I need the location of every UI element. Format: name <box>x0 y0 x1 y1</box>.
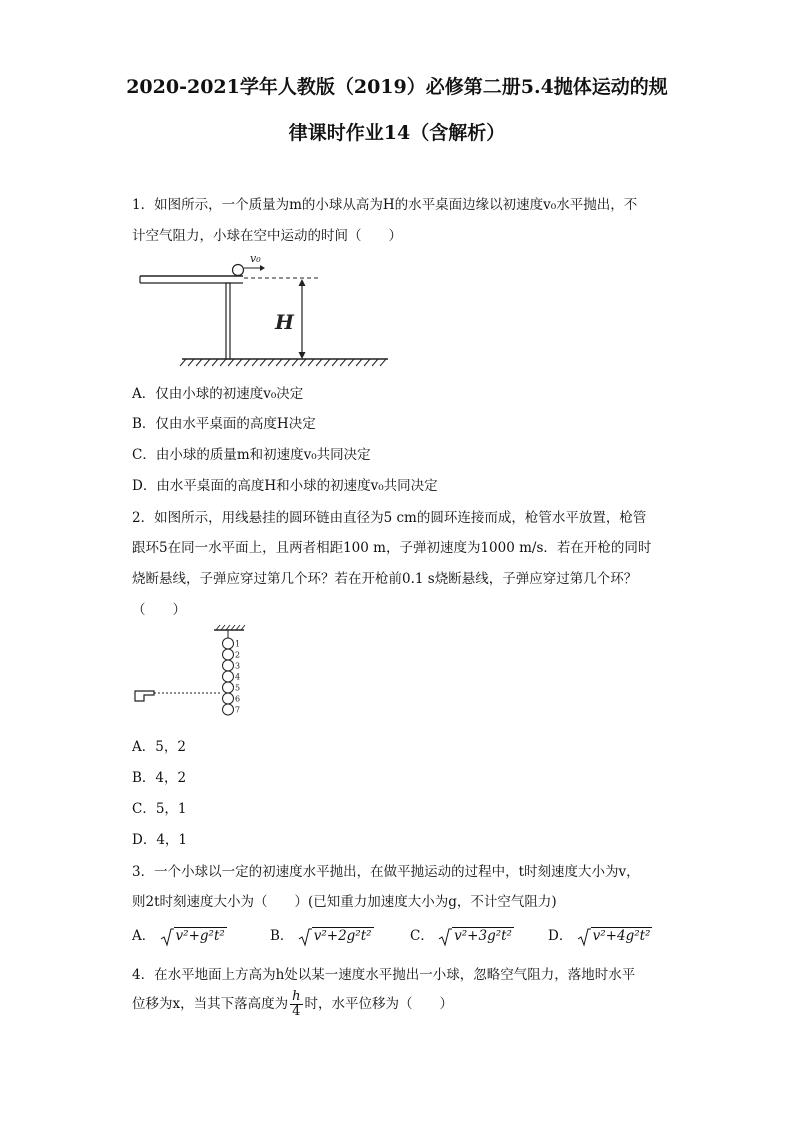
height-arrow-bottom <box>299 352 306 359</box>
q3-option-c-label: C． <box>410 928 434 944</box>
q3-option-a <box>132 924 227 947</box>
ground-hatching <box>180 359 386 366</box>
q3-option-d-expr: v²+4g²t² <box>592 928 651 944</box>
q4-fraction <box>290 990 302 1019</box>
q2-option-b: B．4，2 <box>132 770 187 786</box>
gun-icon <box>135 691 154 701</box>
q3-stem-line-2: 则2t时刻速度大小为（ ）(已知重力加速度大小为g，不计空气阻力) <box>132 894 557 910</box>
doc-title-line-1: 2020-2021学年人教版（2019）必修第二册5.4抛体运动的规 <box>126 76 668 98</box>
ring-label-1: 1 <box>235 639 241 649</box>
q4-stem-line-2-post: 时，水平位移为（ ） <box>304 996 453 1012</box>
ring-2 <box>223 649 234 660</box>
ring-6 <box>223 693 234 704</box>
sqrt-icon <box>298 927 312 947</box>
q1-stem-line-1: 1．如图所示，一个质量为m的小球从高为H的水平桌面边缘以初速度v₀水平抛出，不 <box>132 197 638 213</box>
q2-stem-line-2: 跟环5在同一水平面上，且两者相距100 m，子弹初速度为1000 m/s．若在开枪的同时 <box>132 540 652 556</box>
table-leg <box>226 283 230 359</box>
sqrt-icon <box>577 927 591 947</box>
q3-stem-line-1: 3．一个小球以一定的初速度水平抛出，在做平抛运动的过程中，t时刻速度大小为v， <box>132 864 640 880</box>
q4-stem-line-1: 4．在水平地面上方高为h处以某一速度水平抛出一小球，忽略空气阻力，落地时水平 <box>132 967 636 983</box>
sqrt-icon <box>160 927 174 947</box>
velocity-arrow-head <box>260 265 265 271</box>
height-label: H <box>275 310 294 334</box>
ball-icon <box>233 265 244 276</box>
ring-1 <box>223 638 234 649</box>
q3-option-b-label: B． <box>270 928 294 944</box>
ceiling-hatching <box>216 625 245 630</box>
q2-option-a: A．5，2 <box>132 739 186 755</box>
ring-label-7: 7 <box>235 705 241 715</box>
q1-option-d: D．由水平桌面的高度H和小球的初速度v₀共同决定 <box>132 478 438 494</box>
q1-option-b: B．仅由水平桌面的高度H决定 <box>132 416 316 432</box>
q3-option-a-label: A． <box>132 928 156 944</box>
sqrt-icon <box>438 927 452 947</box>
q4-stem-line-2-pre: 位移为x，当其下落高度为 <box>132 996 289 1012</box>
q3-option-b-expr: v²+2g²t² <box>313 928 372 944</box>
q2-stem-line-1: 2．如图所示，用线悬挂的圆环链由直径为5 cm的圆环连接而成，枪管水平放置，枪管 <box>132 510 647 526</box>
q1-stem-line-2: 计空气阻力，小球在空中运动的时间（ ） <box>132 228 402 244</box>
q2-option-c: C．5，1 <box>132 801 187 817</box>
ring-7 <box>223 704 234 715</box>
q3-option-d-label: D． <box>548 928 573 944</box>
q3-option-b <box>270 924 374 947</box>
q1-option-c: C．由小球的质量m和初速度v₀共同决定 <box>132 447 371 463</box>
ring-chain <box>223 638 234 715</box>
doc-title-line-2: 律课时作业14（含解析） <box>288 122 506 144</box>
q4-stem-line-2 <box>132 990 453 1019</box>
q2-ring-chain-figure <box>132 624 252 724</box>
ring-label-5: 5 <box>235 683 241 693</box>
ring-label-2: 2 <box>235 650 241 660</box>
q1-option-a: A．仅由小球的初速度v₀决定 <box>132 386 304 402</box>
q4-fraction-numerator: h <box>292 989 301 1004</box>
ring-5 <box>223 682 234 693</box>
q2-stem-line-4: （ ） <box>132 602 186 618</box>
q2-option-d: D．4，1 <box>132 832 188 848</box>
ring-4 <box>223 671 234 682</box>
velocity-label: v₀ <box>250 252 261 265</box>
q3-option-a-expr: v²+g²t² <box>175 928 225 944</box>
q3-option-d <box>548 924 652 947</box>
q1-table-figure <box>138 252 398 368</box>
q2-stem-line-3: 烧断悬线，子弹应穿过第几个环？若在开枪前0.1 s烧断悬线，子弹应穿过第几个环？ <box>132 571 638 587</box>
height-arrow-top <box>299 279 306 286</box>
ring-label-4: 4 <box>235 672 241 682</box>
q3-option-c-expr: v²+3g²t² <box>454 928 512 944</box>
q3-option-c <box>410 924 514 947</box>
q4-fraction-denominator: 4 <box>292 1004 301 1019</box>
ring-label-3: 3 <box>235 661 241 671</box>
ring-3 <box>223 660 234 671</box>
ring-label-6: 6 <box>235 694 241 704</box>
